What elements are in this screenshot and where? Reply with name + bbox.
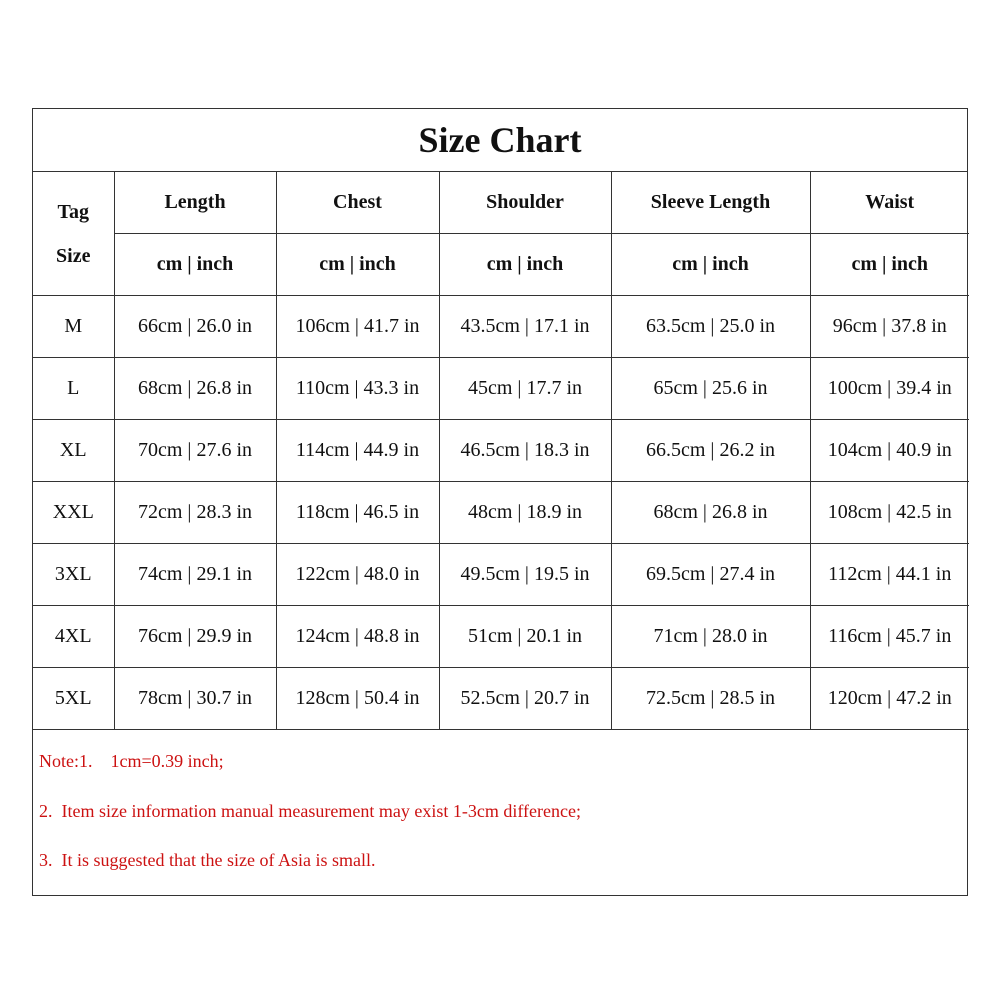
sleeve-length-cell: 71cm | 28.0 in — [611, 606, 810, 668]
waist-cell: 112cm | 44.1 in — [810, 544, 969, 606]
waist-cell: 96cm | 37.8 in — [810, 296, 969, 358]
size-cell: 3XL — [33, 544, 114, 606]
waist-cell: 120cm | 47.2 in — [810, 668, 969, 730]
shoulder-cell: 51cm | 20.1 in — [439, 606, 611, 668]
size-cell: 5XL — [33, 668, 114, 730]
length-cell: 74cm | 29.1 in — [114, 544, 276, 606]
length-cell: 78cm | 30.7 in — [114, 668, 276, 730]
sleeve-length-cell: 68cm | 26.8 in — [611, 482, 810, 544]
chest-cell: 114cm | 44.9 in — [276, 420, 439, 482]
table-row — [33, 606, 969, 668]
table-row — [33, 482, 969, 544]
waist-cell: 104cm | 40.9 in — [810, 420, 969, 482]
note-line: Note:1. 1cm=0.39 inch; — [39, 751, 224, 771]
size-cell: L — [33, 358, 114, 420]
sleeve-length-cell: 66.5cm | 26.2 in — [611, 420, 810, 482]
unit-row — [33, 234, 969, 296]
table-row — [33, 420, 969, 482]
shoulder-cell: 45cm | 17.7 in — [439, 358, 611, 420]
size-cell: 4XL — [33, 606, 114, 668]
length-cell: 68cm | 26.8 in — [114, 358, 276, 420]
shoulder-cell: 52.5cm | 20.7 in — [439, 668, 611, 730]
header-row — [33, 172, 969, 234]
unit-label: cm | inch — [276, 234, 439, 296]
length-cell: 66cm | 26.0 in — [114, 296, 276, 358]
column-header-waist: Waist — [810, 172, 969, 234]
unit-label: cm | inch — [114, 234, 276, 296]
note-line: 3. It is suggested that the size of Asia is small. — [39, 850, 376, 870]
chest-cell: 110cm | 43.3 in — [276, 358, 439, 420]
waist-cell: 100cm | 39.4 in — [810, 358, 969, 420]
tag-header-line1: Tag — [57, 200, 89, 223]
tag-header-line2: Size — [56, 244, 91, 267]
chest-cell: 124cm | 48.8 in — [276, 606, 439, 668]
length-cell: 76cm | 29.9 in — [114, 606, 276, 668]
table-row — [33, 358, 969, 420]
size-table — [33, 172, 969, 730]
sleeve-length-cell: 65cm | 25.6 in — [611, 358, 810, 420]
chart-title: Size Chart — [33, 109, 967, 172]
size-cell: M — [33, 296, 114, 358]
chest-cell: 118cm | 46.5 in — [276, 482, 439, 544]
table-row — [33, 668, 969, 730]
length-cell: 70cm | 27.6 in — [114, 420, 276, 482]
sleeve-length-cell: 63.5cm | 25.0 in — [611, 296, 810, 358]
shoulder-cell: 46.5cm | 18.3 in — [439, 420, 611, 482]
size-chart — [32, 108, 968, 896]
chest-cell: 106cm | 41.7 in — [276, 296, 439, 358]
waist-cell: 108cm | 42.5 in — [810, 482, 969, 544]
unit-label: cm | inch — [439, 234, 611, 296]
size-cell: XL — [33, 420, 114, 482]
note-line: 2. Item size information manual measurement may exist 1-3cm difference; — [39, 801, 581, 821]
chest-cell: 122cm | 48.0 in — [276, 544, 439, 606]
column-header-chest: Chest — [276, 172, 439, 234]
column-header-length: Length — [114, 172, 276, 234]
waist-cell: 116cm | 45.7 in — [810, 606, 969, 668]
shoulder-cell: 48cm | 18.9 in — [439, 482, 611, 544]
table-row — [33, 296, 969, 358]
unit-label: cm | inch — [810, 234, 969, 296]
sleeve-length-cell: 69.5cm | 27.4 in — [611, 544, 810, 606]
column-header-sleeve-length: Sleeve Length — [611, 172, 810, 234]
table-row — [33, 544, 969, 606]
unit-label: cm | inch — [611, 234, 810, 296]
shoulder-cell: 49.5cm | 19.5 in — [439, 544, 611, 606]
shoulder-cell: 43.5cm | 17.1 in — [439, 296, 611, 358]
chest-cell: 128cm | 50.4 in — [276, 668, 439, 730]
length-cell: 72cm | 28.3 in — [114, 482, 276, 544]
size-cell: XXL — [33, 482, 114, 544]
sleeve-length-cell: 72.5cm | 28.5 in — [611, 668, 810, 730]
tag-size-header — [33, 172, 114, 296]
column-header-shoulder: Shoulder — [439, 172, 611, 234]
